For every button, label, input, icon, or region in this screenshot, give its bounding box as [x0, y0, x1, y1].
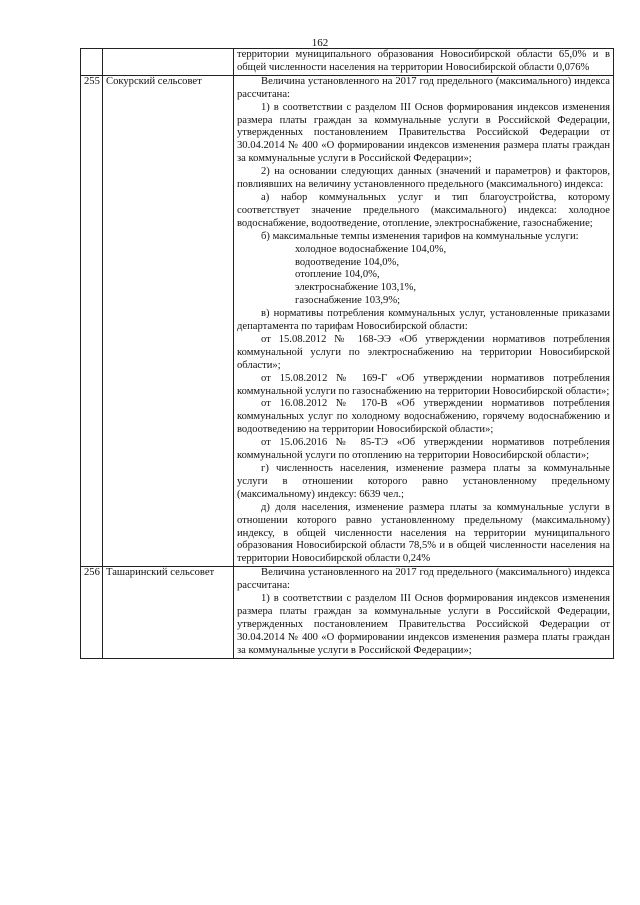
paragraph: в) нормативы потребления коммунальных услуг, установленные приказами департамента по тарифам Новосибирской области:	[237, 308, 610, 333]
row-number	[81, 49, 103, 76]
municipality-name	[103, 49, 234, 76]
paragraph: Величина установленного на 2017 год предельного (максимального) индекса рассчитана:	[237, 75, 610, 100]
paragraph: территории муниципального образования Новосибирской области 65,0% и в общей численности населения на территории Новосибирской области 0,076%	[237, 49, 610, 73]
indices-table	[80, 48, 614, 659]
paragraph: Величина установленного на 2017 год предельного (максимального) индекса рассчитана:	[237, 567, 610, 592]
row-description	[234, 567, 614, 658]
tariff-line: холодное водоснабжение 104,0%,	[295, 243, 447, 255]
tariff-line: отопление 104,0%,	[295, 269, 380, 281]
paragraph: от 15.06.2016 № 85-ТЭ «Об утверждении нормативов потребления коммунальной услуги по отоплению на территории Новосибирской области»;	[237, 437, 610, 462]
tariff-line: электроснабжение 103,1%,	[295, 282, 417, 294]
tariff-line: водоотведение 104,0%,	[295, 256, 399, 268]
paragraph: 1) в соответствии с разделом III Основ формирования индексов изменения размера платы граждан за коммунальные услуги в Российской Федерации, утвержденных постановлением Правительства Российской Федерации от 30.04.2014 № 400 «О формировании индексов изменения размера платы граждан за коммунальные услуги в Российской Федерации»;	[237, 101, 610, 165]
paragraph: 2) на основании следующих данных (значений и параметров) и факторов, повлиявших на величину установленного предельного (максимального) индекса:	[237, 166, 610, 191]
row-description	[234, 75, 614, 566]
municipality-name: Сокурский сельсовет	[103, 75, 234, 566]
row-number: 256	[81, 567, 103, 658]
row-description	[234, 49, 614, 76]
paragraph: а) набор коммунальных услуг и тип благоустройства, которому соответствует значение предельного (максимального) индекса: холодное водоснабжение, водоотведение, отопление, электроснабжение, газоснабжение;	[237, 191, 610, 229]
paragraph: д) доля населения, изменение размера платы за коммунальные услуги в отношении которого равно установленному предельному (максимальному) индексу, в общей численности населения на территории муниципального образования Новосибирской области 78,5% и в общей численности населения на территории Новосибирской области 0,24%	[237, 501, 610, 565]
paragraph: б) максимальные темпы изменения тарифов на коммунальные услуги:	[261, 230, 579, 242]
paragraph: 1) в соответствии с разделом III Основ формирования индексов изменения размера платы граждан за коммунальные услуги в Российской Федерации, утвержденных постановлением Правительства Российской Федерации от 30.04.2014 № 400 «О формировании индексов изменения размера платы граждан за коммунальные услуги в Российской Федерации»;	[237, 593, 610, 656]
row-number: 255	[81, 75, 103, 566]
paragraph: от 15.08.2012 № 168-ЭЭ «Об утверждении нормативов потребления коммунальной услуги по электроснабжению на территории Новосибирской области»;	[237, 333, 610, 371]
paragraph: от 16.08.2012 № 170-В «Об утверждении нормативов потребления коммунальных услуг по холодному водоснабжению, горячему водоснабжению и водоотведению на территории Новосибирской области»;	[237, 398, 610, 436]
municipality-name: Ташаринский сельсовет	[103, 567, 234, 658]
table-row	[81, 75, 614, 566]
table-row	[81, 567, 614, 658]
table-row	[81, 49, 614, 76]
tariff-line: газоснабжение 103,9%;	[295, 295, 401, 307]
paragraph: от 15.08.2012 № 169-Г «Об утверждении нормативов потребления коммунальной услуги по газоснабжению на территории Новосибирской области»;	[237, 372, 610, 397]
page-number: 162	[311, 37, 329, 49]
paragraph: г) численность населения, изменение размера платы за коммунальные услуги в отношении которого равно установленному предельному (максимальному) индексу: 6639 чел.;	[237, 463, 610, 500]
